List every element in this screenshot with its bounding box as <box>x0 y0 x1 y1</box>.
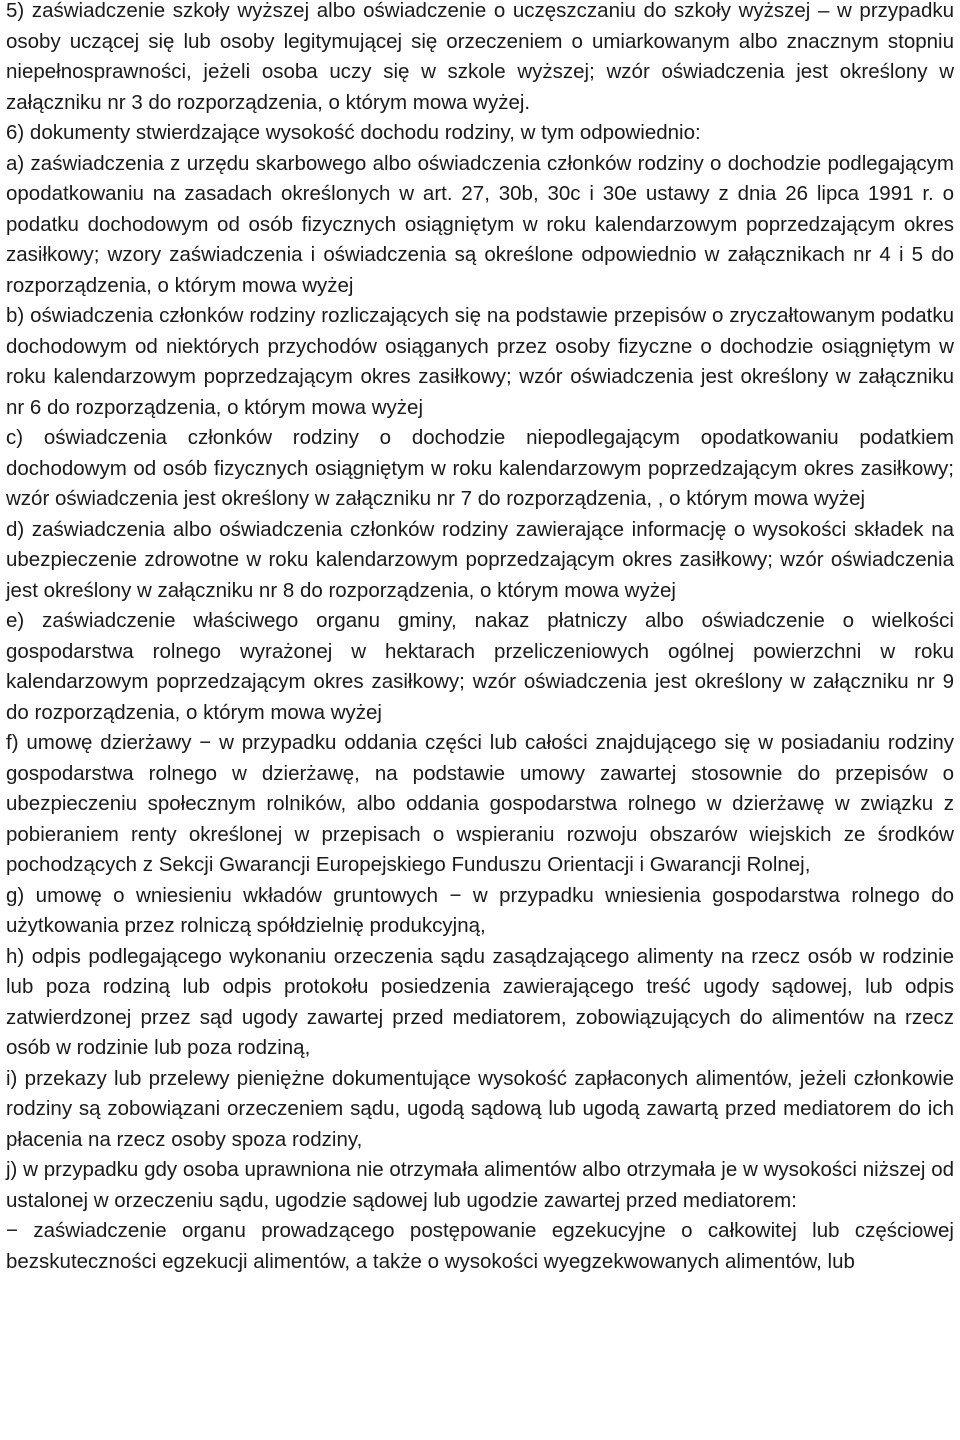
paragraph-subitem-f: f) umowę dzierżawy − w przypadku oddania części lub całości znajdującego się w posiadaniu rodziny gospodarstwa rolnego w dzierżawę, na podstawie umowy zawartej stosownie do przepisów o ubezpieczeniu społecznym rolników, albo oddania gospodarstwa rolnego w dzierżawę w związku z pobieraniem renty określonej w przepisach o wspieraniu rozwoju obszarów wiejskich ze środków pochodzących z Sekcji Gwarancji Europejskiego Funduszu Orientacji i Gwarancji Rolnej, <box>6 731 954 876</box>
paragraph-dash-item: − zaświadczenie organu prowadzącego postępowanie egzekucyjne o całkowitej lub częściowej bezskuteczności egzekucji alimentów, a także o wysokości wyegzekwowanych alimentów, lub <box>6 1219 954 1273</box>
paragraph-subitem-d: d) zaświadczenia albo oświadczenia członków rodziny zawierające informację o wysokości składek na ubezpieczenie zdrowotne w roku kalendarzowym poprzedzającym okres zasiłkowy; wzór oświadczenia jest określony w załączniku nr 8 do rozporządzenia, o którym mowa wyżej <box>6 517 954 602</box>
paragraph-subitem-b: b) oświadczenia członków rodziny rozliczających się na podstawie przepisów o zryczałtowanym podatku dochodowym od niektórych przychodów osiąganych przez osoby fizyczne o dochodzie osiągniętym w roku kalendarzowym poprzedzającym okres zasiłkowy; wzór oświadczenia jest określony w załączniku nr 6 do rozporządzenia, o którym mowa wyżej <box>6 304 954 419</box>
paragraph-item-6: 6) dokumenty stwierdzające wysokość dochodu rodziny, w tym odpowiednio: <box>6 121 701 144</box>
paragraph-item-5: 5) zaświadczenie szkoły wyższej albo oświadczenie o uczęszczaniu do szkoły wyższej – w przypadku osoby uczącej się lub osoby legitymującej się orzeczeniem o umiarkowanym albo znacznym stopniu niepełnosprawności, jeżeli osoba uczy się w szkole wyższej; wzór oświadczenia jest określony w załączniku nr 3 do rozporządzenia, o którym mowa wyżej. <box>6 0 954 114</box>
paragraph-subitem-j: j) w przypadku gdy osoba uprawniona nie otrzymała alimentów albo otrzymała je w wysokości niższej od ustalonej w orzeczeniu sądu, ugodzie sądowej lub ugodzie zawartej przed mediatorem: <box>6 1158 954 1212</box>
paragraph-subitem-a: a) zaświadczenia z urzędu skarbowego albo oświadczenia członków rodziny o dochodzie podlegającym opodatkowaniu na zasadach określonych w art. 27, 30b, 30c i 30e ustawy z dnia 26 lipca 1991 r. o podatku dochodowym od osób fizycznych osiągniętym w roku kalendarzowym poprzedzającym okres zasiłkowy; wzory zaświadczenia i oświadczenia są określone odpowiednio w załącznikach nr 4 i 5 do rozporządzenia, o którym mowa wyżej <box>6 151 954 297</box>
paragraph-subitem-h: h) odpis podlegającego wykonaniu orzeczenia sądu zasądzającego alimenty na rzecz osób w rodzinie lub poza rodziną lub odpis protokołu posiedzenia zawierającego treść ugody sądowej, lub odpis zatwierdzonej przez sąd ugody zawartej przed mediatorem, zobowiązujących do alimentów na rzecz osób w rodzinie lub poza rodziną, <box>6 944 954 1059</box>
paragraph-subitem-g: g) umowę o wniesieniu wkładów gruntowych − w przypadku wniesienia gospodarstwa rolnego do użytkowania przez rolniczą spółdzielnię produkcyjną, <box>6 883 954 937</box>
paragraph-subitem-i: i) przekazy lub przelewy pieniężne dokumentujące wysokość zapłaconych alimentów, jeżeli członkowie rodziny są zobowiązani orzeczeniem sądu, ugodą sądową lub ugodą zawartą przed mediatorem do ich płacenia na rzecz osoby spoza rodziny, <box>6 1066 954 1151</box>
paragraph-subitem-e: e) zaświadczenie właściwego organu gminy, nakaz płatniczy albo oświadczenie o wielkości gospodarstwa rolnego wyrażonej w hektarach przeliczeniowych ogólnej powierzchni w roku kalendarzowym poprzedzającym okres zasiłkowy; wzór oświadczenia jest określony w załączniku nr 9 do rozporządzenia, o którym mowa wyżej <box>6 609 954 724</box>
paragraph-subitem-c: c) oświadczenia członków rodziny o dochodzie niepodlegającym opodatkowaniu podatkiem dochodowym od osób fizycznych osiągniętym w roku kalendarzowym poprzedzającym okres zasiłkowy; wzór oświadczenia jest określony w załączniku nr 7 do rozporządzenia, , o którym mowa wyżej <box>6 426 954 510</box>
